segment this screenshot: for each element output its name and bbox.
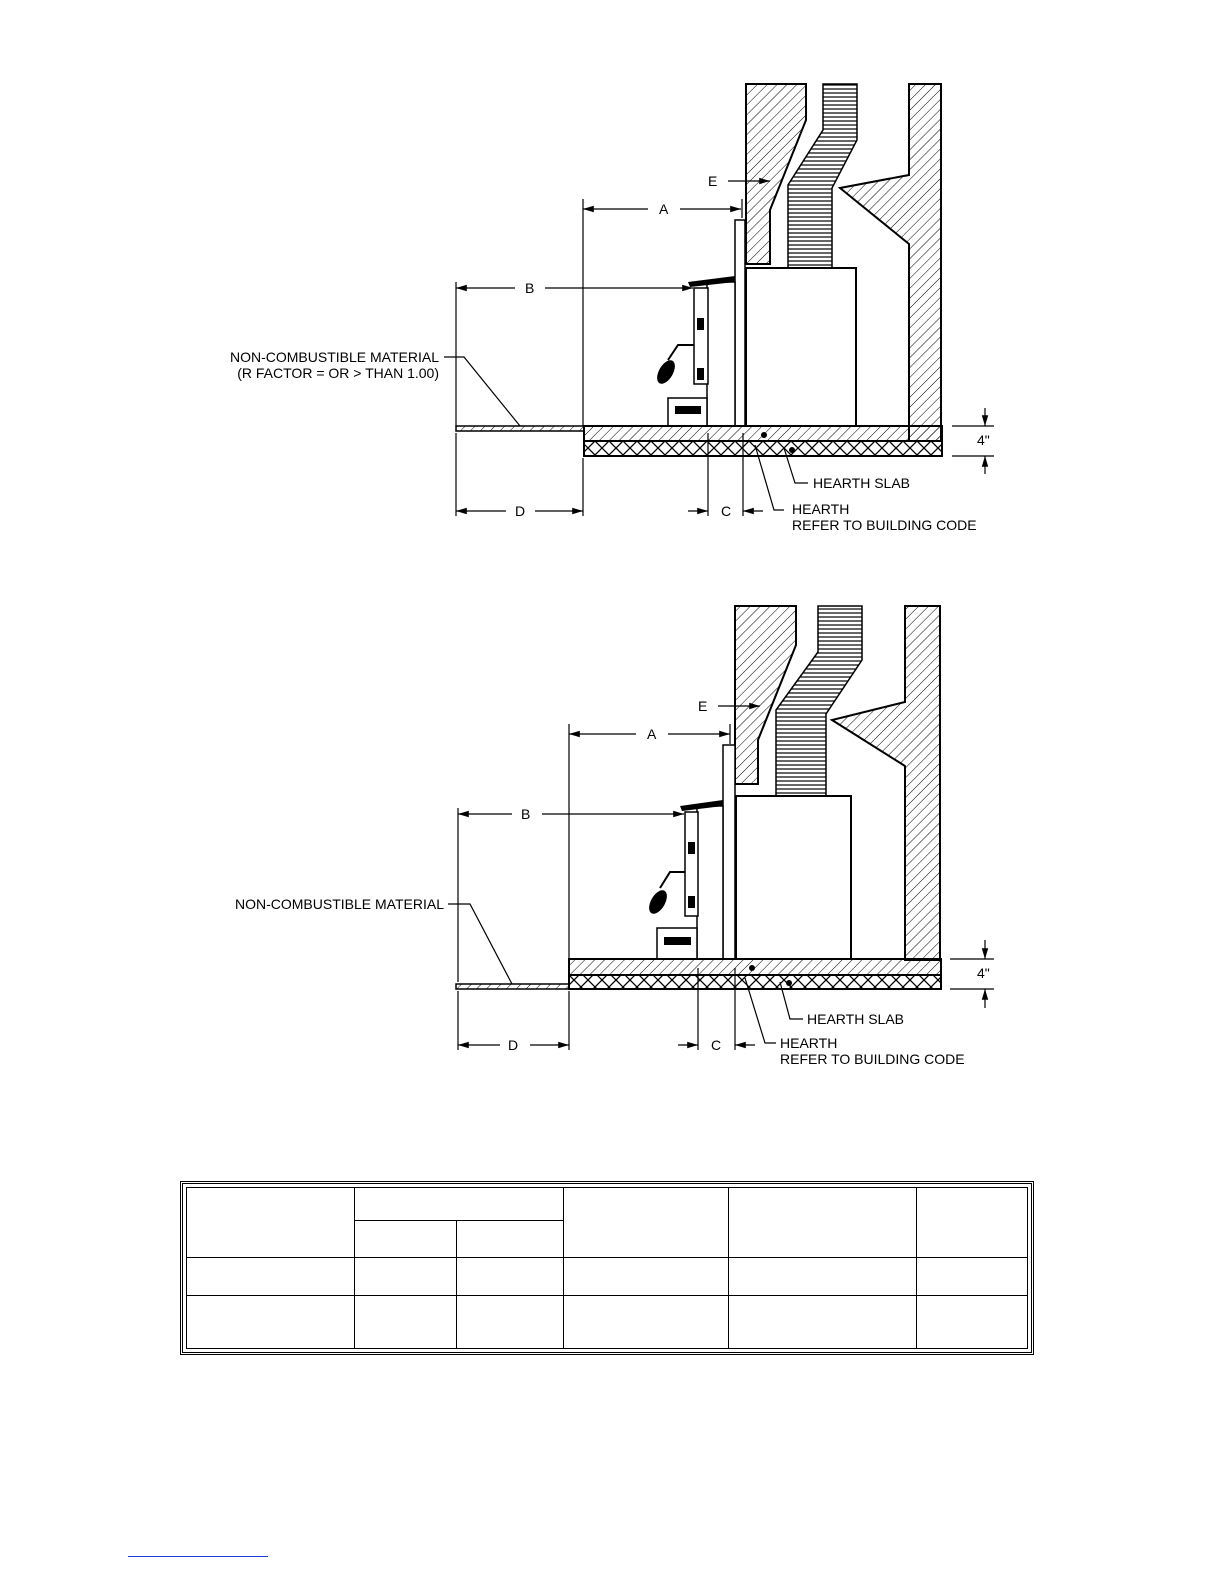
bottom-label-hearth: HEARTH [780, 1035, 838, 1051]
bottom-hearth-slab [569, 975, 941, 989]
top-hearth-slab [584, 441, 942, 456]
top-label-a: A [659, 201, 669, 217]
table-header-cell [187, 1188, 355, 1258]
table-row [187, 1258, 1028, 1295]
bottom-label-b: B [521, 806, 531, 822]
bottom-label-d: D [508, 1037, 519, 1053]
top-insert-body [746, 268, 856, 426]
table-header-cell [354, 1188, 564, 1221]
table-header-cell [564, 1188, 729, 1258]
bottom-label-non-combustible: NON-COMBUSTIBLE MATERIAL [235, 896, 444, 912]
bottom-label-height: 4" [977, 965, 990, 981]
bottom-fireplace-diagram [235, 606, 994, 1067]
top-labels [230, 173, 990, 533]
footer-link-underline[interactable] [128, 1556, 268, 1557]
top-floor-protector [456, 426, 584, 431]
top-label-non-combustible: NON-COMBUSTIBLE MATERIAL [230, 349, 439, 365]
top-label-hearth: HEARTH [792, 501, 850, 517]
bottom-insert-body [736, 796, 851, 959]
bottom-labels [235, 698, 990, 1067]
table-subheader-cell [354, 1221, 456, 1258]
bottom-hearth [569, 959, 941, 975]
bottom-surround-panel [723, 745, 735, 959]
clearance-table [180, 1181, 1034, 1355]
bottom-label-building-code: REFER TO BUILDING CODE [780, 1051, 965, 1067]
bottom-label-a: A [647, 726, 657, 742]
bottom-floor-protector [456, 984, 569, 989]
bottom-stove-front [645, 800, 723, 959]
top-surround-panel [735, 220, 745, 426]
table-header-cell [728, 1188, 916, 1258]
top-label-c: C [721, 503, 732, 519]
table-subheader-cell [456, 1221, 563, 1258]
bottom-label-c: C [711, 1037, 722, 1053]
top-label-r-factor: (R FACTOR = OR > THAN 1.00) [237, 365, 439, 381]
top-stove-front [653, 276, 735, 426]
top-label-b: B [525, 280, 535, 296]
top-label-building-code: REFER TO BUILDING CODE [792, 517, 977, 533]
top-label-height: 4" [977, 432, 990, 448]
table-header-cell [916, 1188, 1027, 1258]
top-fireplace-diagram [230, 84, 994, 533]
bottom-label-hearth-slab: HEARTH SLAB [807, 1011, 904, 1027]
bottom-label-e: E [698, 698, 708, 714]
top-label-hearth-slab: HEARTH SLAB [813, 475, 910, 491]
table-row [187, 1295, 1028, 1348]
top-label-d: D [515, 503, 526, 519]
top-label-e: E [708, 173, 718, 189]
